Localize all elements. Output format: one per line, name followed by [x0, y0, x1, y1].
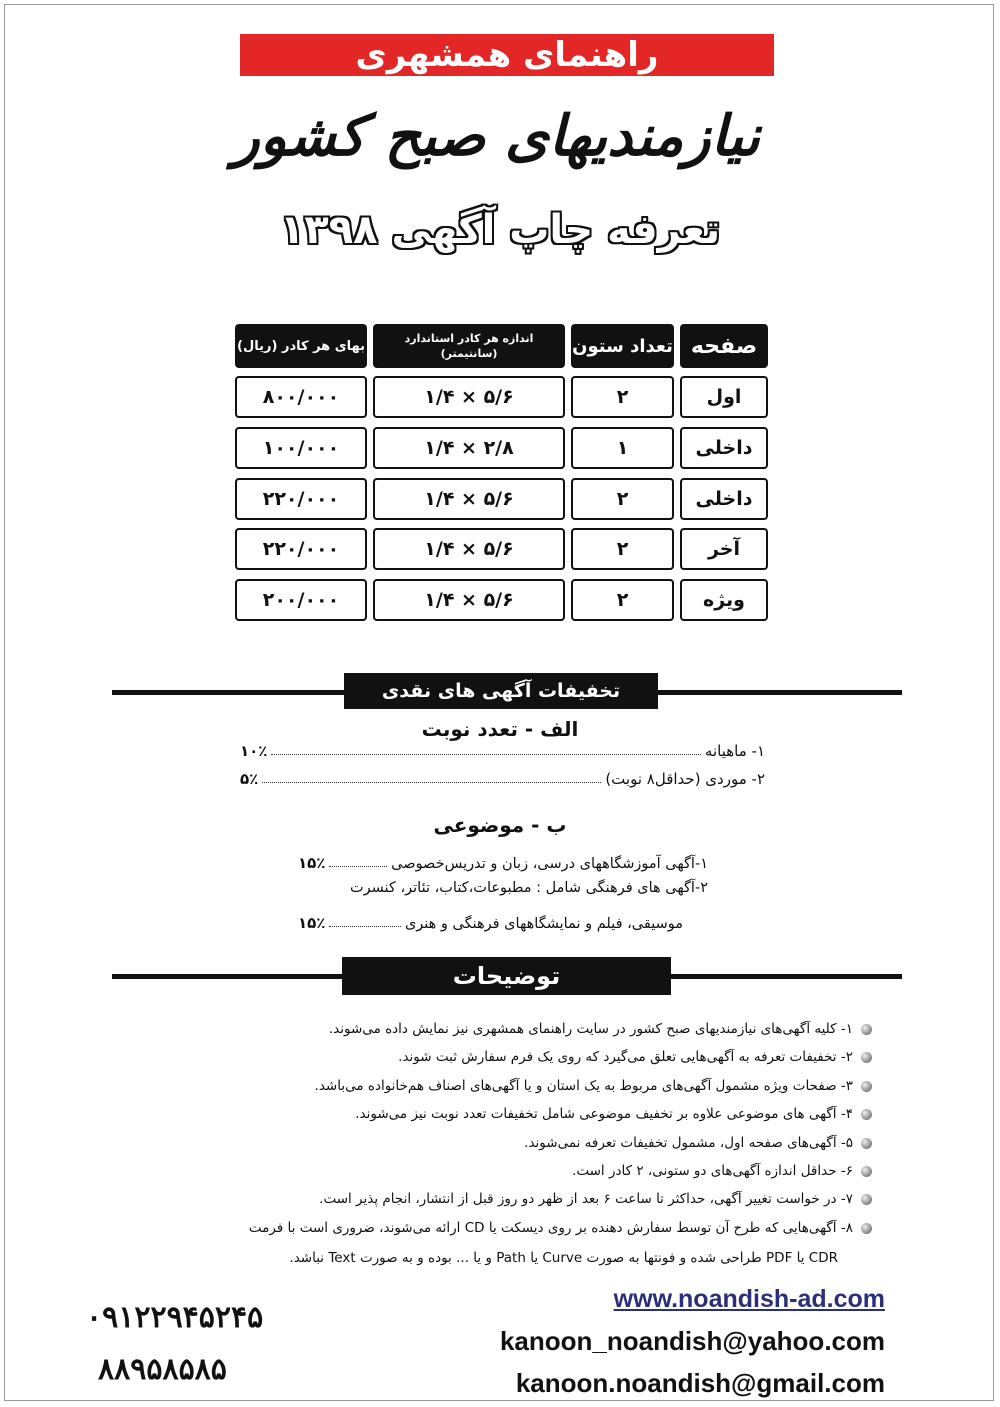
discount-part-b-heading: ب - موضوعی	[433, 813, 567, 837]
brand-banner: راهنمای همشهری	[240, 34, 774, 76]
bullet-icon	[861, 1024, 872, 1035]
note-item	[319, 1191, 872, 1207]
note-text: ۳- صفحات ویژه مشمول آگهی‌های مربوط به یک استان و یا آگهی‌های اصناف هم‌خانواده می‌باشد.	[314, 1078, 853, 1094]
header-page: صفحه	[680, 324, 768, 368]
cell-size: ۵/۶ × ۱/۴	[373, 528, 565, 570]
discount-item-value: ۱۵٪	[298, 914, 326, 932]
cell-page: داخلی	[680, 427, 768, 469]
note-text: ۷- در خواست تغییر آگهی، حداکثر تا ساعت ۶ بعد از ظهر دو روز قبل از انتشار، انجام پذیر است.	[319, 1191, 853, 1207]
dot-leader	[329, 865, 387, 867]
cell-price: ۲۲۰/۰۰۰	[235, 528, 367, 570]
email-gmail[interactable]: kanoon.noandish@gmail.com	[515, 1368, 885, 1398]
dot-leader	[329, 925, 400, 927]
cell-price: ۱۰۰/۰۰۰	[235, 427, 367, 469]
header-size-line2: (سانتیمتر)	[440, 347, 498, 360]
discount-item-label: ۲-آگهی های فرهنگی شامل : مطبوعات،کتاب، تئاتر، کنسرت	[349, 880, 708, 896]
email-yahoo[interactable]: kanoon_noandish@yahoo.com	[499, 1326, 885, 1356]
notes-section-title: توضیحات	[342, 957, 671, 995]
mobile-number: ۰۹۱۲۲۹۴۵۲۴۵	[86, 1301, 264, 1334]
cell-size: ۵/۶ × ۱/۴	[373, 478, 565, 520]
cell-page: آخر	[680, 528, 768, 570]
bullet-icon	[861, 1223, 872, 1234]
cell-page: ویژه	[680, 579, 768, 621]
discount-item	[298, 854, 708, 872]
cell-price: ۲۲۰/۰۰۰	[235, 478, 367, 520]
bullet-icon	[861, 1138, 872, 1149]
header-columns: تعداد ستون	[571, 324, 674, 368]
note-continuation: CDR یا PDF طراحی شده و فونتها به صورت Curve یا Path و یا ... بوده و به صورت Text نباشد.	[289, 1250, 838, 1266]
bullet-icon	[861, 1081, 872, 1092]
note-item	[329, 1021, 872, 1037]
discounts-section-title: تخفیفات آگهی های نقدی	[344, 673, 658, 709]
dot-leader	[271, 753, 700, 755]
note-item	[249, 1220, 872, 1236]
note-text: ۴- آگهی های موضوعی علاوه بر تخفیف موضوعی شامل تخفیفات تعدد نوبت نیز می‌شوند.	[355, 1106, 853, 1122]
discount-item-label: ۱-آگهی آموزشگاههای درسی، زبان و تدریس‌خصوصی	[391, 856, 708, 872]
bullet-icon	[861, 1194, 872, 1205]
cell-size: ۵/۶ × ۱/۴	[373, 579, 565, 621]
note-item	[572, 1163, 872, 1179]
discount-item-label: ۱- ماهیانه	[704, 742, 765, 760]
note-item	[355, 1106, 872, 1122]
cell-price: ۲۰۰/۰۰۰	[235, 579, 367, 621]
cell-columns: ۲	[571, 579, 674, 621]
header-size-line1: اندازه هر کادر استاندارد	[404, 332, 534, 345]
cell-page: اول	[680, 376, 768, 418]
discount-item	[240, 770, 765, 788]
note-text: ۶- حداقل اندازه آگهی‌های دو ستونی، ۲ کادر است.	[572, 1163, 853, 1179]
discount-item-value: ۱۵٪	[298, 854, 326, 872]
header-price: بهای هر کادر (ریال)	[235, 324, 367, 368]
publication-title: نیازمندیهای صبح کشور	[232, 103, 760, 169]
note-item	[524, 1135, 872, 1151]
note-text: ۸- آگهی‌هایی که طرح آن توسط سفارش دهنده بر روی دیسکت یا CD ارائه می‌شوند، ضروری است با فرمت	[248, 1220, 853, 1236]
bullet-icon	[861, 1052, 872, 1063]
discount-item-label: موسیقی، فیلم و نمایشگاههای فرهنگی و هنری	[404, 916, 683, 932]
note-text: ۱- کلیه آگهی‌های نیازمندیهای صبح کشور در سایت راهنمای همشهری نیز نمایش داده می‌شوند.	[328, 1021, 853, 1037]
cell-columns: ۲	[571, 376, 674, 418]
tariff-title: تعرفه چاپ آگهی ۱۳۹۸	[279, 207, 721, 253]
website-link[interactable]: www.noandish-ad.com	[613, 1285, 885, 1313]
discount-part-a-heading: الف - تعدد نوبت	[421, 717, 579, 741]
header-size	[373, 324, 565, 368]
note-text: ۲- تخفیفات تعرفه به آگهی‌هایی تعلق می‌گیرد که روی یک فرم سفارش ثبت شوند.	[398, 1049, 853, 1065]
dot-leader	[262, 781, 601, 783]
discount-item	[240, 742, 765, 760]
cell-size: ۲/۸ × ۱/۴	[373, 427, 565, 469]
discount-item-value: ۱۰٪	[240, 742, 268, 760]
discount-item	[298, 914, 683, 932]
cell-price: ۸۰۰/۰۰۰	[235, 376, 367, 418]
cell-columns: ۲	[571, 528, 674, 570]
cell-columns: ۱	[571, 427, 674, 469]
discount-item-label: ۲- موردی (حداقل۸ نوبت)	[605, 770, 765, 788]
discount-item-value: ۵٪	[240, 770, 259, 788]
note-text: ۵- آگهی‌های صفحه اول، مشمول تخفیفات تعرفه نمی‌شوند.	[524, 1135, 853, 1151]
bullet-icon	[861, 1166, 872, 1177]
note-item	[398, 1049, 872, 1065]
discount-item-line	[298, 880, 708, 896]
cell-size: ۵/۶ × ۱/۴	[373, 376, 565, 418]
cell-page: داخلی	[680, 478, 768, 520]
cell-columns: ۲	[571, 478, 674, 520]
bullet-icon	[861, 1109, 872, 1120]
note-item	[315, 1078, 872, 1094]
phone-number: ۸۸۹۵۸۵۸۵	[98, 1353, 227, 1386]
